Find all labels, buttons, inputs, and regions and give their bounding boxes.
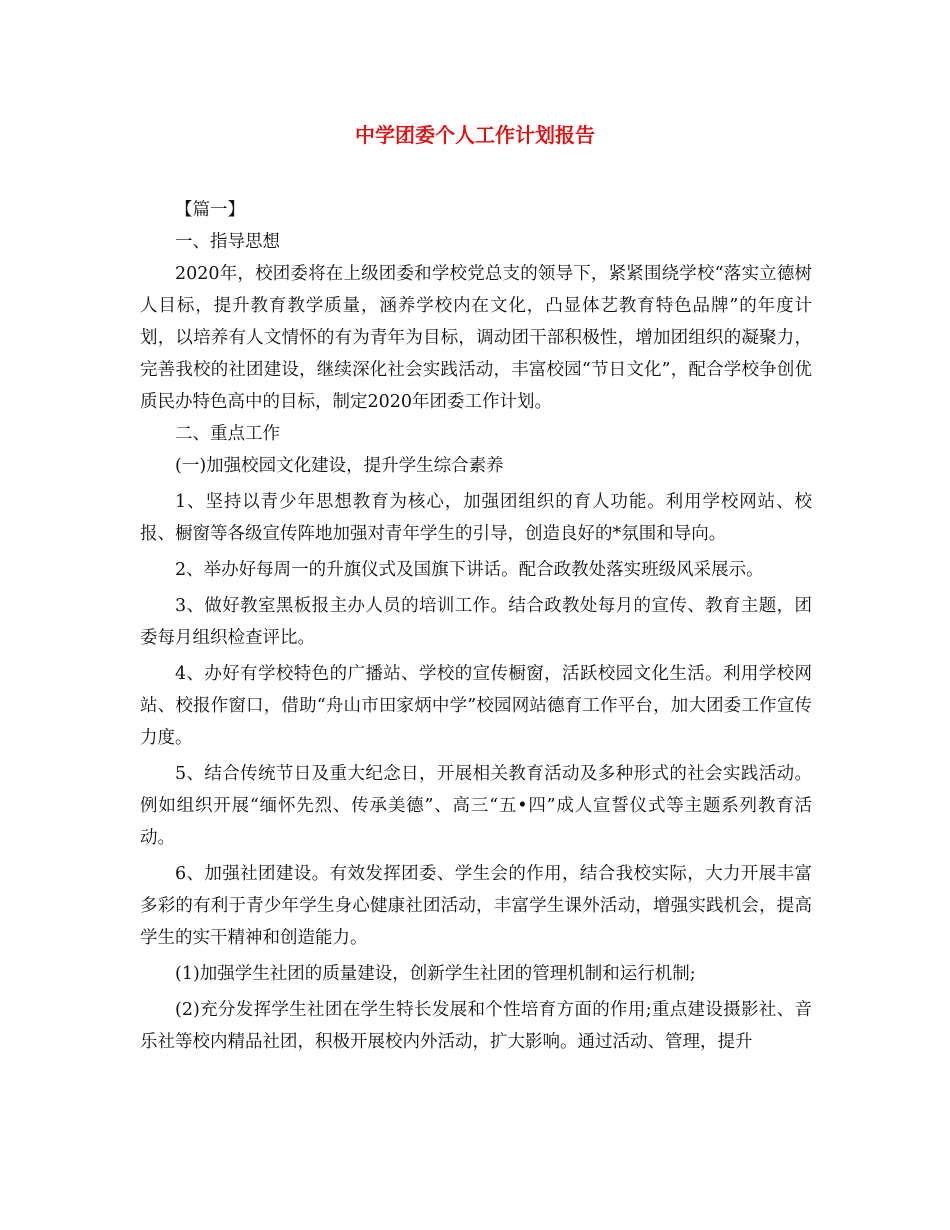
paragraph-subitem-2: (2)充分发挥学生社团在学生特长发展和个性培育方面的作用;重点建设摄影社、音乐社等校内精品社团，积极开展校内外活动，扩大影响。通过活动、管理，提升 (140, 1000, 812, 1052)
paragraph-subitem-1: (1)加强学生社团的质量建设，创新学生社团的管理机制和运行机制; (175, 964, 696, 984)
paragraph-item-2: 2、举办好每周一的升旗仪式及国旗下讲话。配合政教处落实班级风采展示。 (175, 560, 764, 580)
section-heading-part-one: 【篇一】 (175, 200, 245, 220)
paragraph-item-6: 6、加强社团建设。有效发挥团委、学生会的作用，结合我校实际，大力开展丰富多彩的有利于青少年学生身心健康社团活动，丰富学生课外活动，增强实践机会，提高学生的实干精神和创造能力。 (140, 864, 812, 948)
document-title: 中学团委个人工作计划报告 (355, 123, 595, 147)
paragraph-item-5: 5、结合传统节日及重大纪念日，开展相关教育活动及多种形式的社会实践活动。例如组织开展“缅怀先烈、传承美德”、高三“五•四”成人宣誓仪式等主题系列教育活动。 (140, 764, 812, 848)
subsection-heading-campus-culture: (一)加强校园文化建设，提升学生综合素养 (175, 456, 504, 476)
paragraph-item-4: 4、办好有学校特色的广播站、学校的宣传橱窗，活跃校园文化生活。利用学校网站、校报作窗口，借助“舟山市田家炳中学”校园网站德育工作平台，加大团委工作宣传力度。 (140, 664, 812, 748)
paragraph-guiding-ideology: 2020年，校团委将在上级团委和学校党总支的领导下，紧紧围绕学校“落实立德树人目标，提升教育教学质量，涵养学校内在文化，凸显体艺教育特色品牌”的年度计划，以培养有人文情怀的有为青年为目标，调动团干部积极性，增加团组织的凝聚力，完善我校的社团建设，继续深化社会实践活动，丰富校园“节日文化”，配合学校争创优质民办特色高中的目标，制定2020年团委工作计划。 (140, 264, 812, 412)
document-body (140, 194, 812, 1058)
paragraph-item-3: 3、做好教室黑板报主办人员的培训工作。结合政教处每月的宣传、教育主题，团委每月组织检查评比。 (140, 596, 812, 648)
paragraph-item-1: 1、坚持以青少年思想教育为核心，加强团组织的育人功能。利用学校网站、校报、橱窗等各级宣传阵地加强对青年学生的引导，创造良好的*氛围和导向。 (140, 492, 812, 544)
section-heading-guiding-ideology: 一、指导思想 (175, 232, 280, 252)
section-heading-key-work: 二、重点工作 (175, 424, 280, 444)
